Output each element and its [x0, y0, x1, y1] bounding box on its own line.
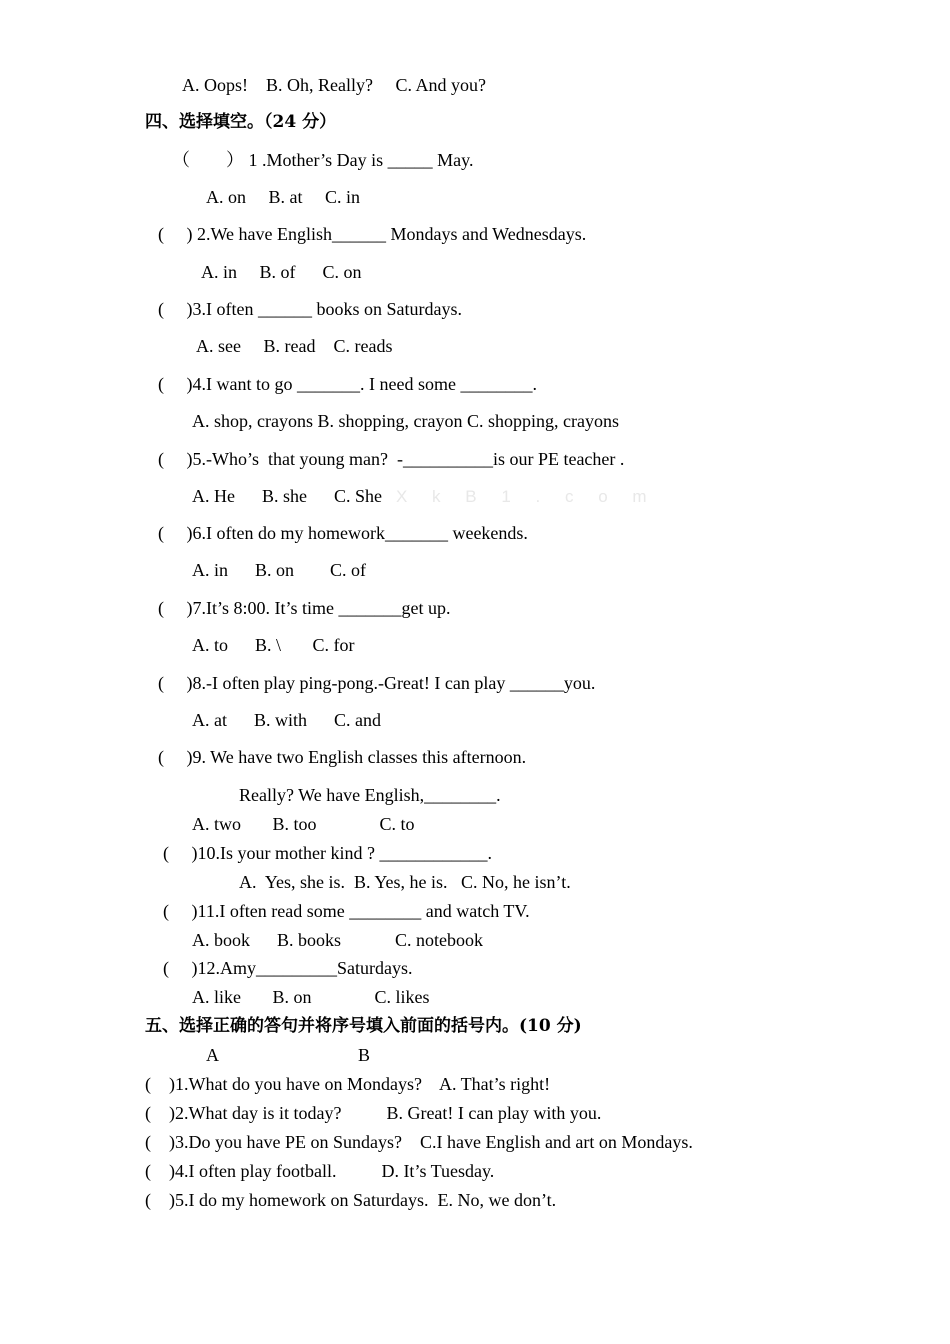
section5-heading: 五、选择正确的答句并将序号填入前面的括号内。(10 分): [145, 1016, 582, 1036]
question-9-options: A. two B. too C. to: [192, 814, 415, 834]
question-12-options: A. like B. on C. likes: [192, 987, 430, 1007]
question-6-options: A. in B. on C. of: [192, 560, 367, 580]
match-row-5: ( )5.I do my homework on Saturdays. E. No, we don’t.: [145, 1190, 557, 1210]
question-10-options: A. Yes, she is. B. Yes, he is. C. No, he isn’t.: [239, 872, 571, 892]
question-9-reply: Really? We have English,________.: [239, 785, 501, 805]
question-7: ( )7.It’s 8:00. It’s time _______get up.: [158, 598, 451, 618]
section4-heading: 四、选择填空。（24 分）: [145, 112, 337, 132]
match-row-2: ( )2.What day is it today? B. Great! I can play with you.: [145, 1103, 602, 1123]
question-9: ( )9. We have two English classes this afternoon.: [158, 747, 527, 767]
question-1-options: A. on B. at C. in: [206, 187, 361, 207]
question-3: ( )3.I often ______ books on Saturdays.: [158, 299, 462, 319]
question-8: ( )8.-I often play ping-pong.-Great! I can play ______you.: [158, 673, 596, 693]
question-12: ( )12.Amy_________Saturdays.: [163, 958, 413, 978]
question-4-options: A. shop, crayons B. shopping, crayon C. shopping, crayons: [192, 411, 619, 431]
question-8-options: A. at B. with C. and: [192, 710, 381, 730]
question-11-options: A. book B. books C. notebook: [192, 930, 484, 950]
question-3-options: A. see B. read C. reads: [196, 336, 393, 356]
question-2-options: A. in B. of C. on: [201, 262, 362, 282]
watermark: X k B 1 . c o m: [396, 487, 657, 506]
top-options: A. Oops! B. Oh, Really? C. And you?: [182, 75, 486, 95]
column-b-label: B: [358, 1045, 371, 1065]
match-row-3: ( )3.Do you have PE on Sundays? C.I have English and art on Mondays.: [145, 1132, 693, 1152]
question-11: ( )11.I often read some ________ and watch TV.: [163, 901, 530, 921]
question-5: ( )5.-Who’s that young man? -__________is our PE teacher .: [158, 449, 625, 469]
question-4: ( )4.I want to go _______. I need some ________.: [158, 374, 537, 394]
column-a-label: A: [206, 1045, 219, 1065]
question-2: ( ) 2.We have English______ Mondays and Wednesdays.: [158, 224, 587, 244]
question-7-options: A. to B. \ C. for: [192, 635, 355, 655]
question-6: ( )6.I often do my homework_______ weekends.: [158, 523, 528, 543]
question-1: （ ） 1 .Mother’s Day is _____ May.: [172, 150, 474, 170]
question-5-options: A. He B. she C. She: [192, 486, 382, 506]
question-10: ( )10.Is your mother kind ? ____________.: [163, 843, 492, 863]
match-row-4: ( )4.I often play football. D. It’s Tuesday.: [145, 1161, 495, 1181]
match-row-1: ( )1.What do you have on Mondays? A. That’s right!: [145, 1074, 551, 1094]
